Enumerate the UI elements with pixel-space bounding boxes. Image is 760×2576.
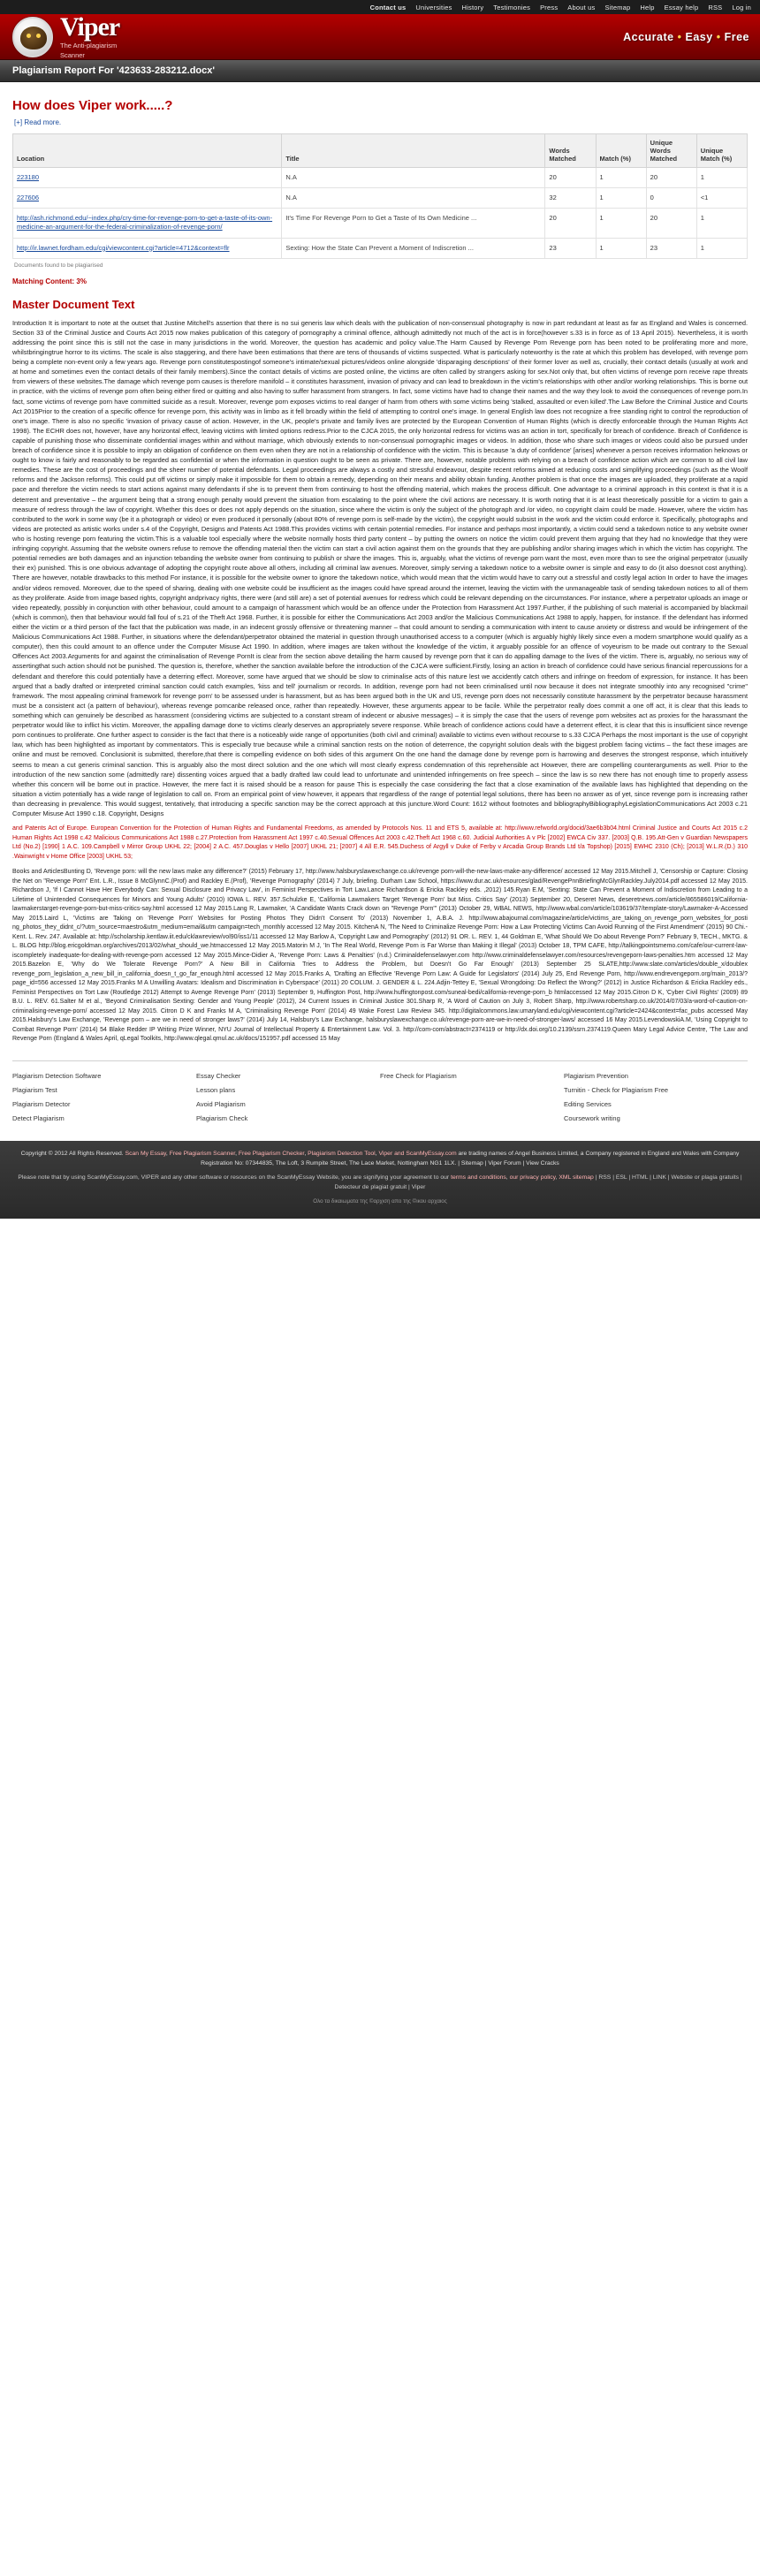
read-more-label[interactable]: [+] Read more. [14,118,62,126]
nav-link-history[interactable]: History [461,3,484,11]
footer-link-label[interactable]: Turnitin - Check for Plagiarism Free [564,1085,669,1094]
column-header-unique-words-matched: Unique Words Matched [646,134,696,168]
brand-name: Viper [60,12,120,42]
cell-location[interactable] [13,209,282,238]
footer-link-detect-plagiarism[interactable] [12,1114,187,1122]
slogan-accurate: Accurate [623,30,674,43]
site-header [0,14,760,60]
slogan-easy: Easy [685,30,713,43]
footer-link-viper-scanmyessay[interactable]: Viper and ScanMyEssay.com [378,1150,457,1157]
cell-unique-words: 0 [646,188,696,209]
table-footnote: Documents found to be plagiarised [14,262,103,269]
cell-location[interactable] [13,168,282,188]
table-header-row [13,134,748,168]
footer-link-privacy-policy[interactable]: our privacy policy [509,1174,556,1182]
cell-words-matched: 20 [545,168,596,188]
brand-tagline-line2: Scanner [60,50,85,59]
footer-link-scan-my-essay[interactable]: Scan My Essay [125,1150,166,1157]
matching-content-summary: Matching Content: 3% [12,277,87,285]
cell-match-pct: 1 [596,238,646,258]
footer-link-label[interactable]: Coursework writing [564,1113,620,1122]
slogan-separator-1: • [677,30,682,43]
site-footer [0,1141,760,1219]
terms-tail: | RSS | ESL | HTML | LINK | Website or plagia gratuits | Detecteur de plagiat gratuit | Viper [334,1174,742,1191]
bibliography-rest: Books and ArticlesBunting D, 'Revenge porn: will the new laws make any difference?' (2015) February 17, http://www.halsburyslawexchange.co.uk/revenge porn-will-the-new-laws-make-any-difference/ accessed 12 May 2015.Mitchell J, 'Censorship or Capture: Closing the Net on "Revenge Porn" Ent. L.R., Issue 8 McGlynnC.(Prof) and Rackley E.(Prof), 'Revenge Pornography' (2014) 7 July, briefing. Durham Law School, https://www.dur.ac.uk/resources/glad/RevengePnnBriefingMcGlynRackley.July2014.pdf accessed 12 May 2015. Richardson J, 'If I Cannot Have Her Everybody Can: Sexual Disclosure and Privacy Law', in Feminist Perspectives in Tort Law.Lance Richardson & Ericka Rackley eds. ,2012) 145.Ryan E.M, 'Sexting: State Can Prevent a Moment of Indiscretion from Leading to a Lifetime of Unintended Consequences for Minors and Young Adults' (2010) IOWA L. REV. 357.Schulzke E, 'California Lawmakers Target 'Revenge Porn' but Miss. Critics Say' (2013) September 20, Deseret News, deseretnews.com/article/865586019/California-lawmakerstarget-revenge-porn-but-miss-critics-say.html accessed 12 May 2015.Lang R, Lawmaker, 'A Candidate Wants Crack down on "Revenge Porn"' (2013) October 29, WBAL NEWS, http://www.wbal.com/article/103619/37/template-story/Lawmaker-A-Accessed May 2015.Laird L, 'Victims are Taking on 'Revenge Porn' Websites for Posting Photos They Didn't Consent To' (2013) November 1, A.B.A. J. http://www.abajournal.com/magazine/article/victims_are_taking_on_revenge_porn_websites_for_posti ng_photos_they_didnt_c/?utm_source=maestro&utm_medium=email&utm campaign=tech_monthly accessed 12 May 2015. KitchenA N, 'The Need to Criminalize Revenge Porn: How a Law Protecting Victims Can Avoid Running of the First Amendment' (2015) 90 Chi.-Kent. L. Rev. 247. Available at: http://scholarship.kentlaw.iit.edu/cklawreview/vol90/iss1/11 accessed 12 May Barlow A, 'Copyright Law and Pornography' (2012) 91 OR. L. REV. 1, 44 Goldman E, 'What Should We Do about Revenge Porn?' February 9, TECH., MKTG. & L. BLOG http://blog.ericgoldman.org/archives/2013/02/what_should_we.htmaccessed 12 May 2015.Matorin M J, 'In The Real World, Revenge Porn is Far Worse than Making it Illegal' (2013) October 18, TPM CAFE, http://talkingpointsmemo.com/cafe/our-current-law-iscompletely inadequate-for-dealing-with-revenge-porn accessed 12 May 2015.Mince-Didier A, 'Revenge Porn: Laws & Penalties' (n.d.) Criminaldefenselawyer.com http://www.criminaldefenselawyer.com/resources/revengeporn-laws-penalties.htm accessed 12 May 2015.Bazelon E, 'Why do We Tolerate Revenge Porn?' A New Bill in California Tries to Address the Problem, but Doesn't Go Far Enough' (2013) September 25 SLATE,http://www.slate.com/articles/double_x/doublex revenge_porn_legislation_a_new_bill_in_california_doesn_t_go_far_enough.html accessed 12 May 2015.Franks A, 'Drafting an Effective 'Revenge Porn Law: A Guide for Legislators' (2014) July 25, End Revenge Porn, http://www.endrevengeporn.org/main_2013/?page_id=556 accessed 12 May 2015.Franks M A Unwilling Avatars: Idealism and Discrimination in Cyberspace' (2011) 20 COLUM. J. GENDER & L. 224.Adjin-Tettey E, 'Sexual Wrongdoing: Do Reflect the Wrong?' (2012) in Justice Richardson & Ericka Rackley eds., Feminist Perspectives on Tort Law (Routledge 2012) Attempt to Avenge Revenge Porn' (2013) September 9, Huffington Post, http://www.huffingtonpost.com/suneal-bedi/california-revenge-porn_b htmlaccessed 12 May 2015.Citron D K, 'Cyber Civil Rights' (2009) 89 B.U. L. REV. 61.Salter M et al., 'Beyond Criminalisation Sexting: Gender and Young People' (2012), 24 Current Issues in Criminal Justice 301.Sharp R, 'A Word of Caution on July 3, Robert Sharp, http://www.robertsharp.co.uk/2014/07/03/a-word-of-caution-on-criminalising-revenge-porn/ accessed 12 May 2015. Citron D K and Franks M A, 'Criminalising Revenge Porn' (2014) 49 Wake Forest Law Review 345. http://digitalcommons.law.umaryland.edu/cgi/viewcontent.cgi?article=2424&context=fac_pubs accessed May 2015.Halsbury's Law Exchange, 'Revenge porn – are we in need of stronger laws?' (2014) July 14, Halsbury's Law Exchange, halsburyslawexchange.co.uk/revenge-porn-are-we-in-need-of-stronger-laws/ accessed 16 May 2015.LevendowskiA.M, 'Using Copyright to Combat Revenge Porn' (2014) 54 Blake Redder IP Writing Prize Winner, NYU Journal of Intellectual Property & Entertainment Law. Vol. 3. http://com-com/abstract=2374119 or http://dx.doi.org/10.2139/ssrn.2374119.Queen Mary Legal Advice Centre, 'The Law and Revenge Porn (England & Wales April, qLegal Toolkits, http://www.qlegal.qmul.ac.uk/docs/151957.pdf accessed 15 May [12,869,748,1043]
table-row [13,188,748,209]
footer-link-label[interactable]: Plagiarism Detection Software [12,1071,102,1080]
footer-link-label[interactable]: Plagiarism Detector [12,1099,71,1108]
footer-link-avoid-plagiarism[interactable] [196,1100,371,1108]
footer-link-plagiarism-prevention[interactable] [564,1072,739,1080]
footer-link-columns [12,1060,748,1128]
cell-title: It's Time For Revenge Porn to Get a Taste of Its Own Medicine ... [282,209,545,238]
footer-link-plagiarism-detection-tool[interactable]: Plagiarism Detection Tool [308,1150,376,1157]
nav-link-log-in[interactable]: Log in [732,3,751,11]
brand-block [60,14,119,59]
slogan-free: Free [724,30,749,43]
nav-link-essay-help[interactable]: Essay help [664,3,699,11]
cell-unique-pct: <1 [696,188,747,209]
footer-link-label[interactable]: Plagiarism Check [196,1113,248,1122]
footer-link-coursework-writing[interactable] [564,1114,739,1122]
footer-link-plagiarism-check[interactable] [196,1114,371,1122]
cell-unique-words: 23 [646,238,696,258]
master-document-heading: Master Document Text [12,297,135,311]
footer-column-2 [196,1072,380,1128]
plagiarism-report-page [0,0,760,1219]
footer-link-terms-and-conditions[interactable]: terms and conditions [451,1174,506,1182]
nav-link-rss[interactable]: RSS [708,3,723,11]
footer-link-xml-sitemap[interactable]: XML sitemap [559,1174,594,1182]
report-title-bar: Plagiarism Report For '423633-283212.docx' [0,60,760,82]
table-row [13,238,748,258]
report-content [0,82,760,1128]
footer-link-label[interactable]: Detect Plagiarism [12,1113,65,1122]
master-document-body [12,318,748,819]
slogan-separator-2: • [716,30,721,43]
header-slogan [623,31,749,43]
footer-link-free-plagiarism-checker[interactable]: Free Plagiarism Checker [238,1150,305,1157]
cell-match-pct: 1 [596,168,646,188]
cell-unique-pct: 1 [696,168,747,188]
footer-link-plagiarism-test[interactable] [12,1086,187,1094]
footer-column-4 [564,1072,748,1128]
column-header-words-matched: Words Matched [545,134,596,168]
column-header-match-pct: Match (%) [596,134,646,168]
bibliography-highlighted: and Patents Act of Europe. European Convention for the Protection of Human Rights and Fundamental Freedoms, as amended by Protocols Nos. 11 and ETS 5, available at: http://www.refworld.org/docid/3ae6b3b04.html Criminal Justice and Courts Act 2015 c.2 Human Rights Act 1998 c.42 Malicious Communications Act 1988 c.27.Protection from Harassment Act 1997 c.40.Sexual Offences Act 2003 c.42.Theft Act 1968 c.60. Judicial Authorities A v Plc [2002] EWCA Civ 337. [2003] Q.B. 195.Att-Gen v Guardian Newspapers Ltd (No.2) [1990] 1 A.C. 109.Campbell v Mirror Group UKHL 22; [2004] 2 A.C. 457.Douglas v Hello [2007] UKHL 21; [2007] 4 All E.R. 545.Duchess of Argyll v Duke of Ferby v Arcadia Group Brands Ltd t/a Topshop) [2015] EWHC 2310 (Ch); [2013] W.L.R.(D.) 310 .Wainwright v Home Office [2003] UKHL 53; [12,825,748,860]
match-source-link[interactable]: 227606 [17,194,40,202]
nav-link-universities[interactable]: Universities [415,3,452,11]
cell-words-matched: 23 [545,238,596,258]
page-title: How does Viper work.....? [12,98,173,113]
footer-column-3 [380,1072,564,1128]
document-paragraph: Introduction It is important to note at the outset that Justine Mitchell's assertion that there is no sui generis law which deals with the publication of non-consensual photography is now in part redundant at least as far as England and Wales is concerned. Section 33 of the Criminal Justice and Courts Act 2015 now makes publication of this category of pornography a criminal offence, although admittedly not much of the act is in force(however s.33 is in force as of 13 April 2015). Nevertheless, it is worth addressing the point since this is still not the case in many jurisdictions in the world. Moreover, the question has academic and policy value.The Harm Caused by Revenge Porn Revenge porn has been noted to be proliferating more and more, whilstbringingtrue horror to its victims. The scale is also staggering, and there have been estimations that there are tens of thousands of victims suspected. What is particularly noteworthy is the rate at which this problem has developed, with revenge porn being a complete non-event only a few years ago. Revenge porn constitutespostingof someone's intimate/sexual pictures/videos online alongside 'disparaging descriptions' of their former lover as well as, crucially, their contact details (usually at work and at home and sometimes even the contact details of their family members).Since the contact details of victims are posted online, the victims are often called by strangers asking for sex.Not only that, but often victims of revenge porn receive rape threats from viewers of these websites.The damage which revenge porn causes is therefore manifold – it constitutes harassment, invasion of privacy and can lead to breakdown in the victim's relationships with other and/or working relationships. This is borne out in practice, with the victims of revenge porn often being either fired or quitting and also having to suffer harassment from strangers. In fact, some victims have had to change their names and the way they look to avoid the consequences of revenge porn.In fact, some victims of revenge porn have committed suicide as a result. Moreover, revenge porn exposes victims to real danger of harm from others with some victims being 'stalked, assaulted or even killed'.The Law Before the Criminal Justice and Courts Act 2015Prior to the creation of a specific offence for revenge porn, this activity was in limbo as it fell broadly within the field of attempting to control one's image. In general English law does not recognize a free standing right to control the reproduction of one's image. There is also no specific 'invasion of privacy cause of action. However, in the UK, people's private and family lives are protected by the European Convention of Human Rights (which is directly enforceable through the Human Rights Act 1998). The ECHR does not, however, have any horizontal effect, leaving victims with limited options redress.Prior to the CJCA 2015, the only horizontal redress for victims was an action in tort, specifically for breach of confidence. Breach of Confidence is capable of punishing those who disseminate confidential images within and without marriage, which obviously extends to non-consensual pornographic images or videos. In addition, those who share such images or videos could also be pursued under breach of confidence since it is possible to imply an obligation of confidence on them even when they are not in a relationship of confidence with the victim. This is because 'a duty of confidence' [arises] whenever a person receives information heknows or ought to know is fairly and reasonably to be regarded as confidential or when the information in question ought to be seen as private. There are, however, notable problems with relying on a breach of confidence action which are common to all civil law remedies. These are the cost of proceedings and the sheer number of potential defendants. Legal proceedings are always a costly and stressful endeavour, despite recent reforms aimed at reducing costs and simplifying proceedings (such as the Woolf reforms and the Jackson reforms). This could put off victims or simply make it impossible for them to obtain a remedy, depending on their means and ability obtain funding. Another problem is that once the images are uploaded, they proliferate at a rapid pace and therefore the victim needs to start actions against many defendants if she is to prevent them from continuing to host the offending material, which makes the process difficult. One advantage to a criminal approach in this context is that it is a deterrent and preventative – the argument being that a strong enough penalty would prevent the situation from escalating to the point where the civil actions are necessary. It is worth noting that it is at least theoretically possible for a victim to gain a measure of redress through the law of copyright. Whether this does or does not apply depends on the situation, since where the victim is only the subject of the photograph and /or video, no copyright claim could be made. However, where the victim has contributed to the work in some way (be it a photograph or video) or even produced it personally (about 80% of revenge porn is self-made by the victim), the copyright would subsist in the work and the victim could enforce it. Specifically, photographs and videos are protected as artistic works under s.4 of the Copyright, Designs and Patents Act 1988.This provides victims with certain potential remedies. For instance and perhaps most importantly, a victim could send a takedown notice to any website owner who is hosting revenge porn featuring the victim.This is a valuable tool especially where the website normally hosts third party content – by putting the owners on notice the victim could prevent them arguing that they had no knowledge that they were infringing copyright. Assuming that the website owners refuse to remove the offending material then the victim can start a civil action against them on the grounds that they are publishing and/or sharing images which in which the victim has copyright. The potential remedies are both damages and an injunction tebanding the website owner from continuing to publish or share the images. This is, arguably, what the victims of revenge porn want the most, even more than to see the original perpetrator (usually their ex) punished. This is one obvious advantage of adopting the copyright route above all others, including all criminal law avenues. Moreover, simply serving a takedown notice to a website owner is simple and easy to do (it also doesnot cost anything). There are however, notable drawbacks to this method For instance, it is possible for the website owner to ignore the takedown notice, which would mean that the victim would have to carry out a stressful and costly legal action In order to have the images and/or videos removed. Moreover, due to the speed of sharing, dealing with one website could be insufficient as the images could have spread around the internet, leaving the victim with the unmanageable task of sending takedown notices to all of them as they proliferate. Aside from image based rights, copyright andprivacy rights, there were (and still are) a set of potential avenues for redress which could be relevant depending on the circumstances. For instance, where a perpetrator uploads an image or video repeatedly, possibly in conjunction with other behaviour, could amount to a campaign of harassment which would be an offence under the Protection from Harassment Act 1997.Further, if the publishing of such material is accompanied by blackmail (which is common), then that behaviour would fall foul of s.21 of the Theft Act 1968. Further, it is possible for either the Communications Act 2003 and/or the Malicious Communications Act 1988 to apply, happen, for instance. If the defendant has informed either the victim or a third person of the fact that the publication was made, in an indecent grossly offensive or threatening manner – that could amount to sending a communication with intent to cause anxiety or distress and would be infringement of the Malicious Communications Act 1988. Further, in situations where the defendant/perpetrator obtained the material in question through unauthorised access to a computer (which is arguably highly likely since even a modern smartphone would qualify as a computer), then this could amount to an offence under the Computer Misuse Act 1990. In addition, where images are taken without the knowledge of the victim, it arguably possible for an offence of voyeurism to be made out contrary to the Sexual Offences Act 2003.Arguments for and against the criminalisation of Revenge PornIt is clear from the section above detailing the harm caused by revenge porn that it can do appalling damage to the lives of the victim. There is, arguably, no serious way of assertingthat such action should not be punished. The question is, therefore, whether the sanction available before the introduction of the CJCA were sufficient.Firstly, losing an action in breach of confidence could have serious financial repercussions for a defendant and therefore this could potentially have a deterring effect. Moreover, some have argued that we should be slow to criminalise acts of this nature lest we accidently catch others and infringe on freedom of expression, for instance. It has been argued that a badly drafted or interpreted criminal sanction could catch examples, 'kiss and tell' journalism or records. In addition, revenge porn had not been criminalised until now because it does not integrate smoothly into any recognised "crime" framework. The most appealing criminal framework for revenge porn' to be assessed under is harassment, but as has been argued both in the UK and US, revenge porn does not necessarily constitute harassment by the perpetrator because harassment must be a consistent act (a pattern of behaviour), whereas revenge porncanbe released once, rather than repeatedly. However, these arguments appear to be facile. While the perpetrator really does commit a one off act, it is clear that this leads to something which can genuinely be described as harassment (considering victims are subjected to a constant stream of indecent or abusive messages) – it is simply the case that the users of revenge porn websites act as proxies for the harassmant the perpetrator would like to inflict his victim. Moreover, the appalling damage done to victims clearly deserves an appropriately severe response. While breach of confidence actions could have a deterrent effect, it is clear that this is insufficient since revenge porn continues to proliferate. One further aspect to consider is the fact that there is a noticeably wide range of opportunities (both civil and criminal) available to victims even without recourse to s.33 CJCA Perhaps the most important is the use of copyright law, which has been highlighted as important by commentators. This is especially true because while a criminal sanction rests on the notion of deterrence, the copyright solution deals with the biggest problem facing victims – the fact these images are online and must be removed. Conclusionit is submitted, therefore,that there is compelling evidence on both sides of this argument On the one hand the damage done by revenge porn is harrowing and deserves the strongest response, which intuitively seems to mean a cut generis criminal sanction. This is arguably also the most direct solution and the one which will most clearly express condemnation of this reprehensible act However, there are compelling counterarguments as well. Prior to the introduction of the new sanction some (admittedly rare) dissenting voices argued that a badly drafted law could lead to unfortunate and unintended infringements on free speech – since the law is so new there has not enough time to properly assess whether this concern will be borne out in practice. However, the mere fact it is raised should be a reason for pause This is especially the case considering the fact that a close examination of the available laws has highlighted that depending on the situation a victim potentially has a wide range of legislation to call on. From an empirical point of view however, it appears that regardless of the range of potential legal solutions, there has been no answer as of yet, since revenge porn is increasing rather than decreasing in prevalence. This would suggest, tentatively, that introducing a specific sanction may be the correct approach at this juncture.Word Count: 1612 without footnotes and bibliographyBibliographyLegislationCommunications Act 2003 c.21 Computer Misuse Act 1990 c.18. Copyright, Designs [12,318,748,818]
nav-link-about-us[interactable]: About us [567,3,596,11]
cell-title: N.A [282,188,545,209]
footer-column-1 [12,1072,196,1128]
footer-extra-line: Ολο τα δικαιωματα της ©αρχιση απο της ©ικου αρχαιος [313,1198,447,1205]
cell-location[interactable] [13,238,282,258]
table-row [13,209,748,238]
footer-link-plagiarism-detector[interactable] [12,1100,187,1108]
footer-link-lesson-plans[interactable] [196,1086,371,1094]
footer-link-essay-checker[interactable] [196,1072,371,1080]
read-more-link[interactable] [14,118,748,126]
column-header-title: Title [282,134,545,168]
cell-words-matched: 32 [545,188,596,209]
footer-link-label[interactable]: Essay Checker [196,1071,241,1080]
cell-title: Sexting: How the State Can Prevent a Moment of Indiscretion ... [282,238,545,258]
footer-copyright-line: Copyright © 2012 All Rights Reserved. Scan My Essay, Free Plagiarism Scanner, Free Plagiarism Checker, Plagiarism Detection Tool, Viper and ScanMyEssay.com are trading names of Angel Business Limited, a Company registered in England and Wales with Company Registration No: 07344835, The Loft, 3 Rumpite Street, The Lace Market, Nottingham NG1 1LX. | Sitemap | Viper Forum | View Cracks [20,1150,740,1166]
match-source-link[interactable]: http://ash.richmond.edu/~index.php/cry-time-for-revenge-porn-to-get-a-taste-of-its-own-medicine-an-argument-for-the-federal-criminalization-of-revenge-porn/ [17,214,273,232]
registered-tail: | Sitemap | Viper Forum | View Cracks [458,1159,559,1166]
footer-link-label[interactable]: Editing Services [564,1099,612,1108]
bibliography-block [12,824,748,1045]
footer-link-free-check-for-plagiarism[interactable] [380,1072,555,1080]
column-header-unique-match-pct: Unique Match (%) [696,134,747,168]
footer-link-plagiarism-detection-software[interactable] [12,1072,187,1080]
cell-match-pct: 1 [596,188,646,209]
footer-link-turnitin-check-for-plagiarism-free[interactable] [564,1086,739,1094]
footer-link-label[interactable]: Free Check for Plagiarism [380,1071,457,1080]
copyright-prefix: Copyright © 2012 All Rights Reserved. [20,1150,124,1157]
column-header-location: Location [13,134,282,168]
cell-unique-words: 20 [646,168,696,188]
match-source-link[interactable]: http://ir.lawnet.fordham.edu/cgi/viewcontent.cgi?article=4712&context=flr [17,243,230,252]
nav-link-sitemap[interactable]: Sitemap [604,3,631,11]
cell-unique-pct: 1 [696,238,747,258]
cell-words-matched: 20 [545,209,596,238]
nav-link-testimonies[interactable]: Testimonies [493,3,531,11]
viper-snake-logo-icon [12,17,53,57]
footer-link-label[interactable]: Avoid Plagiarism [196,1099,246,1108]
footer-link-editing-services[interactable] [564,1100,739,1108]
nav-link-help[interactable]: Help [640,3,655,11]
cell-unique-words: 20 [646,209,696,238]
cell-match-pct: 1 [596,209,646,238]
match-source-link[interactable]: 223180 [17,173,40,181]
cell-location[interactable] [13,188,282,209]
nav-link-press[interactable]: Press [540,3,559,11]
footer-link-free-plagiarism-scanner[interactable]: Free Plagiarism Scanner [169,1150,236,1157]
cell-title: N.A [282,168,545,188]
table-row [13,168,748,188]
terms-prefix: Please note that by using ScanMyEssay.com, VIPER and any other software or resources on the ScanMyEssay Website, you are signifying your agreement to our [18,1174,450,1182]
footer-link-label[interactable]: Lesson plans [196,1085,236,1094]
footer-terms-line: Please note that by using ScanMyEssay.com, VIPER and any other software or resources on the ScanMyEssay Website, you are signifying your agreement to our terms and conditions, our privacy policy, XML sitemap | RSS | ESL | HTML | LINK | Website or plagia gratuits | Detecteur de plagiat gratuit | Viper [18,1174,742,1191]
matches-table [12,133,748,259]
cell-unique-pct: 1 [696,209,747,238]
copyright-tail: are trading names of Angel Business Limited, a Company registered in England and Wales with Company Registration No: 07344835, The Loft, 3 Rumpite Street, The Lace Market, Nottingham NG1 1LX. [201,1150,740,1166]
brand-tagline-line1: The Anti-plagiarism [60,42,118,50]
footer-link-label[interactable]: Plagiarism Prevention [564,1071,628,1080]
footer-link-label[interactable]: Plagiarism Test [12,1085,57,1094]
nav-link-contact-us[interactable]: Contact us [369,3,407,11]
